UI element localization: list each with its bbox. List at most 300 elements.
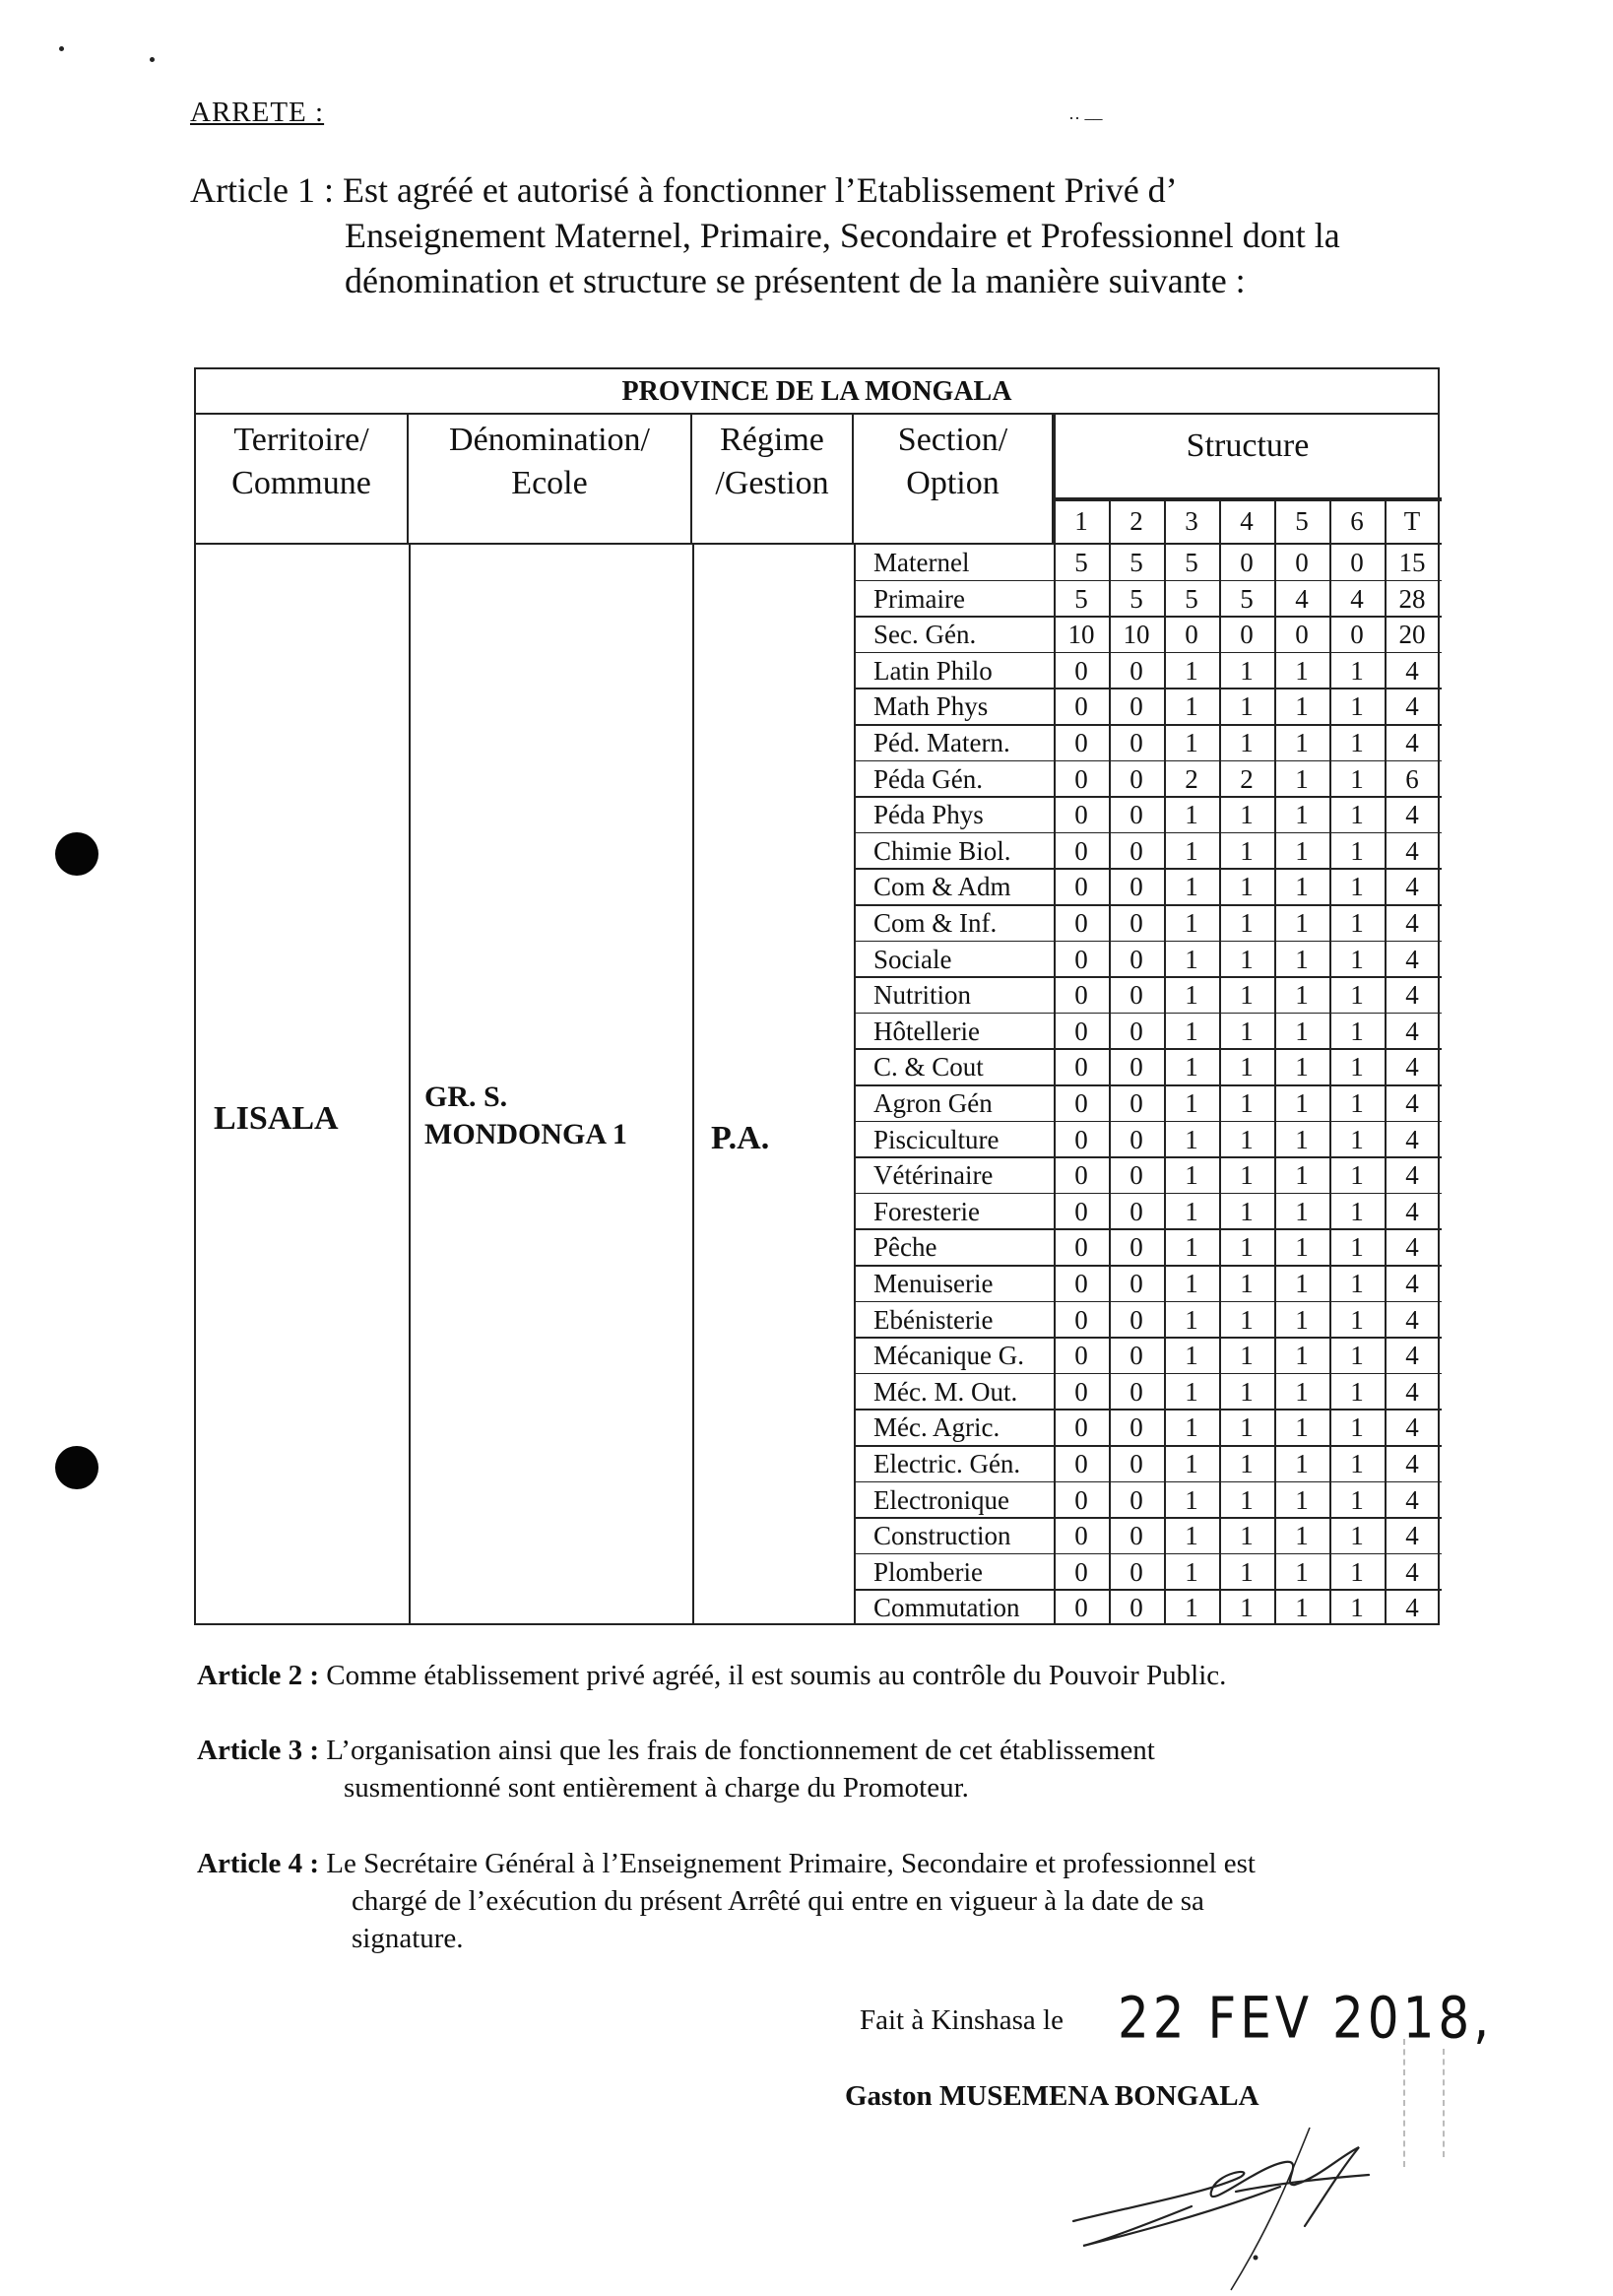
table-row bbox=[196, 833, 1442, 870]
structure-value: 1 bbox=[1350, 1304, 1364, 1335]
structure-value: 15 bbox=[1398, 548, 1426, 577]
structure-value: 4 bbox=[1405, 1593, 1419, 1623]
structure-value: 0 bbox=[1129, 1088, 1143, 1118]
structure-value: 1 bbox=[1240, 908, 1254, 938]
structure-col-header: 1 bbox=[1074, 506, 1088, 536]
row-divider bbox=[854, 868, 1442, 870]
structure-value: 0 bbox=[1129, 1341, 1143, 1371]
structure-value: 1 bbox=[1350, 1412, 1364, 1443]
table-row bbox=[196, 545, 1442, 581]
structure-value: 1 bbox=[1295, 1160, 1309, 1191]
structure-value: 2 bbox=[1185, 763, 1198, 794]
structure-value: 1 bbox=[1185, 655, 1198, 686]
structure-value: 1 bbox=[1240, 980, 1254, 1011]
option-name: Péd. Matern. bbox=[873, 728, 1010, 757]
article-3-line-1: L’organisation ainsi que les frais de fonctionnement de cet établissement bbox=[326, 1735, 1155, 1766]
structure-value: 1 bbox=[1350, 1376, 1364, 1407]
structure-value: 1 bbox=[1295, 1412, 1309, 1443]
structure-value: 1 bbox=[1240, 1484, 1254, 1515]
structure-value: 1 bbox=[1185, 1341, 1198, 1371]
row-divider bbox=[854, 652, 1442, 654]
table-row bbox=[196, 761, 1442, 798]
structure-value: 1 bbox=[1240, 1449, 1254, 1478]
structure-value: 0 bbox=[1129, 1052, 1143, 1082]
territoire-value: LISALA bbox=[214, 1100, 339, 1137]
structure-value: 1 bbox=[1185, 1449, 1198, 1478]
table-row bbox=[196, 1049, 1442, 1085]
structure-value: 0 bbox=[1129, 944, 1143, 974]
option-name: Math Phys bbox=[873, 691, 989, 722]
header-territoire: Territoire/ Commune bbox=[196, 415, 409, 543]
option-name: Nutrition bbox=[873, 980, 971, 1011]
structure-value: 1 bbox=[1240, 1556, 1254, 1587]
structure-value: 0 bbox=[1074, 1196, 1088, 1226]
structure-value: 1 bbox=[1295, 980, 1309, 1011]
structure-value: 1 bbox=[1240, 1052, 1254, 1082]
col-divider bbox=[1054, 415, 1056, 1625]
structure-value: 0 bbox=[1074, 1556, 1088, 1587]
structure-value: 5 bbox=[1129, 583, 1143, 614]
structure-value: 0 bbox=[1129, 1304, 1143, 1335]
structure-value: 0 bbox=[1129, 763, 1143, 794]
structure-value: 1 bbox=[1240, 1160, 1254, 1191]
structure-value: 1 bbox=[1240, 1232, 1254, 1263]
structure-value: 1 bbox=[1295, 1052, 1309, 1082]
row-divider bbox=[854, 1373, 1442, 1375]
structure-value: 1 bbox=[1350, 1556, 1364, 1587]
structure-value: 0 bbox=[1074, 908, 1088, 938]
structure-value: 1 bbox=[1350, 1016, 1364, 1046]
structure-value: 5 bbox=[1074, 583, 1088, 614]
structure-value: 0 bbox=[1074, 1304, 1088, 1335]
option-name: Latin Philo bbox=[873, 655, 993, 686]
structure-value: 4 bbox=[1405, 1484, 1419, 1515]
structure-value: 1 bbox=[1350, 1484, 1364, 1515]
col-divider bbox=[1385, 499, 1387, 1625]
row-divider bbox=[854, 976, 1442, 978]
row-divider bbox=[854, 1048, 1442, 1050]
structure-value: 0 bbox=[1129, 1412, 1143, 1443]
option-name: Agron Gén bbox=[873, 1088, 993, 1118]
structure-value: 4 bbox=[1405, 1556, 1419, 1587]
option-name: Mécanique G. bbox=[873, 1341, 1024, 1371]
header-structure: Structure bbox=[1054, 415, 1442, 499]
structure-value: 1 bbox=[1185, 835, 1198, 866]
option-name: Méc. M. Out. bbox=[873, 1376, 1018, 1407]
row-divider bbox=[854, 1301, 1442, 1303]
table-row bbox=[196, 617, 1442, 653]
article-4-line-3: signature. bbox=[352, 1923, 464, 1954]
row-divider bbox=[854, 1156, 1442, 1158]
option-name: Sociale bbox=[873, 944, 952, 974]
structure-value: 0 bbox=[1240, 548, 1254, 577]
header-denomination: Dénomination/ Ecole bbox=[409, 415, 692, 543]
structure-value: 1 bbox=[1295, 1304, 1309, 1335]
row-divider bbox=[854, 1228, 1442, 1230]
signatory-name: Gaston MUSEMENA BONGALA bbox=[845, 2080, 1259, 2112]
structure-value: 4 bbox=[1405, 1232, 1419, 1263]
structure-value: 1 bbox=[1185, 908, 1198, 938]
structure-value: 0 bbox=[1074, 1412, 1088, 1443]
row-divider bbox=[854, 1409, 1442, 1410]
option-name: Electronique bbox=[873, 1484, 1009, 1515]
article-3 bbox=[197, 1732, 1448, 1806]
structure-value: 4 bbox=[1405, 1016, 1419, 1046]
row-divider bbox=[854, 832, 1442, 834]
structure-value: 1 bbox=[1240, 655, 1254, 686]
structure-value: 5 bbox=[1185, 548, 1198, 577]
structure-value: 1 bbox=[1295, 1016, 1309, 1046]
structure-value: 1 bbox=[1185, 1016, 1198, 1046]
table-row bbox=[196, 869, 1442, 905]
row-divider bbox=[854, 688, 1442, 689]
structure-value: 4 bbox=[1405, 800, 1419, 830]
structure-value: 1 bbox=[1350, 835, 1364, 866]
article-4-line-1: Le Secrétaire Général à l’Enseignement Primaire, Secondaire et professionnel est bbox=[326, 1848, 1256, 1879]
punch-hole-bottom bbox=[55, 1446, 98, 1489]
denomination-value: GR. S. MONDONGA 1 bbox=[424, 1081, 627, 1150]
article-4-label: Article 4 : bbox=[197, 1848, 319, 1879]
header-regime: Régime /Gestion bbox=[692, 415, 854, 543]
structure-col-header: 6 bbox=[1350, 506, 1364, 536]
option-name: Primaire bbox=[873, 583, 965, 614]
structure-value: 0 bbox=[1129, 1593, 1143, 1623]
structure-value: 0 bbox=[1129, 1269, 1143, 1298]
row-divider bbox=[854, 941, 1442, 943]
structure-col-header: 4 bbox=[1240, 506, 1254, 536]
col-divider bbox=[1164, 499, 1166, 1625]
option-name: Péda Gén. bbox=[873, 763, 983, 794]
option-name: Commutation bbox=[873, 1593, 1020, 1623]
structure-value: 1 bbox=[1240, 691, 1254, 722]
structure-value: 1 bbox=[1350, 1269, 1364, 1298]
structure-value: 1 bbox=[1350, 728, 1364, 757]
structure-value: 1 bbox=[1185, 1412, 1198, 1443]
structure-value: 1 bbox=[1350, 1052, 1364, 1082]
structure-value: 4 bbox=[1405, 1052, 1419, 1082]
article-2-text: Comme établissement privé agréé, il est soumis au contrôle du Pouvoir Public. bbox=[326, 1660, 1227, 1691]
structure-value: 0 bbox=[1129, 655, 1143, 686]
structure-value: 1 bbox=[1240, 800, 1254, 830]
structure-value: 1 bbox=[1185, 980, 1198, 1011]
structure-value: 0 bbox=[1074, 1269, 1088, 1298]
structure-value: 1 bbox=[1240, 1341, 1254, 1371]
row-divider bbox=[854, 616, 1442, 618]
structure-value: 5 bbox=[1074, 548, 1088, 577]
row-divider bbox=[854, 796, 1442, 798]
option-name: Sec. Gén. bbox=[873, 620, 977, 650]
decree-heading: ARRETE : bbox=[190, 97, 325, 128]
structure-value: 28 bbox=[1398, 583, 1426, 614]
article-2-label: Article 2 : bbox=[197, 1660, 319, 1691]
structure-value: 0 bbox=[1129, 1556, 1143, 1587]
table-row bbox=[196, 977, 1442, 1014]
structure-value: 4 bbox=[1405, 980, 1419, 1011]
table-row bbox=[196, 1554, 1442, 1591]
structure-value: 0 bbox=[1074, 800, 1088, 830]
structure-value: 1 bbox=[1240, 1016, 1254, 1046]
row-divider bbox=[854, 904, 1442, 906]
structure-value: 1 bbox=[1350, 1593, 1364, 1623]
structure-value: 4 bbox=[1405, 1088, 1419, 1118]
table-row bbox=[196, 1446, 1442, 1482]
table-row bbox=[196, 1157, 1442, 1194]
scan-speck bbox=[59, 46, 64, 51]
row-divider bbox=[854, 580, 1442, 582]
structure-value: 0 bbox=[1350, 620, 1364, 650]
structure-value: 0 bbox=[1074, 1016, 1088, 1046]
row-divider bbox=[854, 1193, 1442, 1195]
structure-value: 1 bbox=[1240, 1412, 1254, 1443]
structure-value: 4 bbox=[1405, 1269, 1419, 1298]
structure-value: 20 bbox=[1398, 620, 1426, 650]
structure-value: 1 bbox=[1295, 1341, 1309, 1371]
article-3-label: Article 3 : bbox=[197, 1735, 319, 1766]
structure-value: 0 bbox=[1074, 763, 1088, 794]
structure-value: 1 bbox=[1240, 944, 1254, 974]
structure-value: 6 bbox=[1405, 763, 1419, 794]
option-name: Foresterie bbox=[873, 1196, 980, 1226]
structure-value: 1 bbox=[1295, 1521, 1309, 1551]
structure-value: 0 bbox=[1129, 1232, 1143, 1263]
stamp-date: 22 FEV 2018, bbox=[1118, 1985, 1494, 2052]
row-divider bbox=[854, 1445, 1442, 1447]
structure-value: 1 bbox=[1350, 691, 1364, 722]
table-row bbox=[196, 1518, 1442, 1554]
structure-value: 0 bbox=[1295, 548, 1309, 577]
structure-value: 0 bbox=[1074, 728, 1088, 757]
table-row bbox=[196, 1229, 1442, 1266]
row-divider bbox=[854, 1337, 1442, 1339]
structure-value: 1 bbox=[1350, 908, 1364, 938]
structure-value: 1 bbox=[1295, 1556, 1309, 1587]
structure-value: 4 bbox=[1405, 1449, 1419, 1478]
structure-table bbox=[194, 367, 1440, 1625]
structure-value: 4 bbox=[1405, 1196, 1419, 1226]
structure-value: 0 bbox=[1129, 1484, 1143, 1515]
structure-value: 0 bbox=[1074, 980, 1088, 1011]
article-3-line-2: susmentionné sont entièrement à charge du Promoteur. bbox=[344, 1772, 969, 1804]
structure-value: 1 bbox=[1350, 1196, 1364, 1226]
option-name: Maternel bbox=[873, 548, 970, 577]
structure-col-header: 5 bbox=[1295, 506, 1309, 536]
structure-value: 1 bbox=[1295, 835, 1309, 866]
option-name: Pêche bbox=[873, 1232, 937, 1263]
table-row bbox=[196, 1122, 1442, 1158]
row-divider bbox=[854, 1013, 1442, 1015]
col-divider bbox=[1329, 499, 1331, 1625]
article-1-label: Article 1 : bbox=[190, 170, 334, 210]
table-row bbox=[196, 653, 1442, 689]
structure-value: 1 bbox=[1240, 1196, 1254, 1226]
structure-value: 1 bbox=[1295, 1269, 1309, 1298]
structure-value: 1 bbox=[1350, 1232, 1364, 1263]
structure-value: 0 bbox=[1350, 548, 1364, 577]
structure-value: 0 bbox=[1074, 1593, 1088, 1623]
row-divider bbox=[854, 1517, 1442, 1519]
option-name: Chimie Biol. bbox=[873, 835, 1011, 866]
handwritten-signature bbox=[1044, 2088, 1457, 2295]
row-divider bbox=[854, 724, 1442, 726]
structure-value: 4 bbox=[1405, 1124, 1419, 1154]
row-divider bbox=[854, 1553, 1442, 1555]
option-name: Electric. Gén. bbox=[873, 1449, 1021, 1478]
province-header: PROVINCE DE LA MONGALA bbox=[196, 369, 1438, 415]
structure-value: 1 bbox=[1295, 763, 1309, 794]
structure-value: 0 bbox=[1129, 1196, 1143, 1226]
structure-value: 1 bbox=[1350, 1088, 1364, 1118]
structure-value: 1 bbox=[1185, 728, 1198, 757]
table-row bbox=[196, 725, 1442, 761]
table-row bbox=[196, 1482, 1442, 1519]
option-name: Vétérinaire bbox=[873, 1160, 994, 1191]
structure-value: 1 bbox=[1185, 1052, 1198, 1082]
structure-value: 0 bbox=[1074, 691, 1088, 722]
structure-value: 1 bbox=[1350, 763, 1364, 794]
col-divider bbox=[1219, 499, 1221, 1625]
article-4-line-2: chargé de l’exécution du présent Arrêté qui entre en vigueur à la date de sa bbox=[352, 1885, 1204, 1917]
structure-value: 4 bbox=[1405, 944, 1419, 974]
structure-value: 1 bbox=[1350, 1160, 1364, 1191]
structure-value: 10 bbox=[1123, 620, 1150, 650]
structure-value: 5 bbox=[1129, 548, 1143, 577]
structure-value: 1 bbox=[1295, 872, 1309, 902]
structure-value: 1 bbox=[1185, 1521, 1198, 1551]
structure-value: 1 bbox=[1185, 1484, 1198, 1515]
structure-value: 0 bbox=[1129, 980, 1143, 1011]
structure-value: 1 bbox=[1295, 1196, 1309, 1226]
structure-value: 0 bbox=[1129, 1016, 1143, 1046]
structure-value: 1 bbox=[1185, 1269, 1198, 1298]
structure-subheader-divider bbox=[1054, 499, 1442, 501]
table-row bbox=[196, 1590, 1442, 1626]
signature-place: Fait à Kinshasa le bbox=[860, 2004, 1064, 2036]
col-divider bbox=[1109, 499, 1111, 1625]
structure-value: 4 bbox=[1405, 835, 1419, 866]
article-4 bbox=[197, 1845, 1448, 1957]
structure-value: 4 bbox=[1405, 1160, 1419, 1191]
structure-value: 0 bbox=[1074, 1521, 1088, 1551]
structure-value: 1 bbox=[1350, 1341, 1364, 1371]
scan-mark: ·· –– bbox=[1068, 108, 1103, 128]
table-row bbox=[196, 1338, 1442, 1374]
structure-value: 0 bbox=[1074, 1484, 1088, 1515]
structure-value: 4 bbox=[1405, 1304, 1419, 1335]
option-name: Construction bbox=[873, 1521, 1011, 1551]
structure-value: 0 bbox=[1129, 1449, 1143, 1478]
option-name: Com & Adm bbox=[873, 872, 1011, 902]
structure-value: 1 bbox=[1240, 1269, 1254, 1298]
structure-value: 1 bbox=[1295, 1232, 1309, 1263]
structure-value: 4 bbox=[1405, 908, 1419, 938]
structure-value: 1 bbox=[1295, 655, 1309, 686]
structure-value: 1 bbox=[1295, 944, 1309, 974]
structure-value: 1 bbox=[1350, 800, 1364, 830]
structure-value: 0 bbox=[1074, 1232, 1088, 1263]
row-divider bbox=[854, 1589, 1442, 1591]
structure-value: 1 bbox=[1295, 1449, 1309, 1478]
structure-col-header: T bbox=[1403, 506, 1421, 536]
structure-value: 1 bbox=[1185, 872, 1198, 902]
structure-value: 0 bbox=[1074, 835, 1088, 866]
structure-value: 4 bbox=[1295, 583, 1309, 614]
option-name: Péda Phys bbox=[873, 800, 984, 830]
structure-value: 1 bbox=[1185, 944, 1198, 974]
structure-value: 1 bbox=[1295, 1593, 1309, 1623]
structure-value: 4 bbox=[1405, 1341, 1419, 1371]
structure-value: 10 bbox=[1067, 620, 1095, 650]
option-name: C. & Cout bbox=[873, 1052, 984, 1082]
structure-value: 0 bbox=[1074, 1341, 1088, 1371]
structure-value: 1 bbox=[1295, 1376, 1309, 1407]
structure-value: 1 bbox=[1240, 872, 1254, 902]
table-row bbox=[196, 581, 1442, 618]
structure-value: 0 bbox=[1129, 691, 1143, 722]
structure-value: 1 bbox=[1295, 800, 1309, 830]
table-row bbox=[196, 1374, 1442, 1410]
table-row bbox=[196, 1266, 1442, 1302]
structure-value: 0 bbox=[1129, 1376, 1143, 1407]
structure-value: 0 bbox=[1129, 1521, 1143, 1551]
row-divider bbox=[854, 1121, 1442, 1123]
structure-value: 1 bbox=[1350, 1521, 1364, 1551]
structure-value: 1 bbox=[1185, 1304, 1198, 1335]
table-row bbox=[196, 1014, 1442, 1050]
structure-value: 0 bbox=[1129, 835, 1143, 866]
structure-value: 0 bbox=[1185, 620, 1198, 650]
structure-value: 2 bbox=[1240, 763, 1254, 794]
structure-value: 1 bbox=[1240, 1088, 1254, 1118]
structure-value: 0 bbox=[1074, 1052, 1088, 1082]
structure-value: 1 bbox=[1350, 1124, 1364, 1154]
structure-value: 4 bbox=[1350, 583, 1364, 614]
structure-value: 1 bbox=[1295, 728, 1309, 757]
option-name: Hôtellerie bbox=[873, 1016, 980, 1046]
header-section: Section/ Option bbox=[854, 415, 1054, 543]
option-name: Méc. Agric. bbox=[873, 1412, 1000, 1443]
row-divider bbox=[854, 1265, 1442, 1267]
structure-col-header: 2 bbox=[1129, 506, 1143, 536]
article-1-line-1: Est agréé et autorisé à fonctionner l’Etablissement Privé d’ bbox=[342, 170, 1178, 210]
structure-value: 1 bbox=[1295, 1484, 1309, 1515]
structure-value: 4 bbox=[1405, 1412, 1419, 1443]
structure-value: 4 bbox=[1405, 872, 1419, 902]
structure-value: 1 bbox=[1240, 1304, 1254, 1335]
structure-value: 0 bbox=[1074, 872, 1088, 902]
structure-value: 0 bbox=[1295, 620, 1309, 650]
table-row bbox=[196, 1410, 1442, 1446]
structure-value: 0 bbox=[1074, 1449, 1088, 1478]
table-row bbox=[196, 1302, 1442, 1339]
punch-hole-top bbox=[55, 832, 98, 876]
table-row bbox=[196, 1194, 1442, 1230]
structure-value: 1 bbox=[1295, 691, 1309, 722]
structure-value: 1 bbox=[1185, 1376, 1198, 1407]
structure-value: 1 bbox=[1185, 1556, 1198, 1587]
structure-value: 1 bbox=[1185, 1160, 1198, 1191]
structure-value: 5 bbox=[1185, 583, 1198, 614]
structure-value: 1 bbox=[1240, 1521, 1254, 1551]
structure-value: 1 bbox=[1350, 655, 1364, 686]
article-1-line-2: Enseignement Maternel, Primaire, Secondaire et Professionnel dont la bbox=[345, 216, 1340, 255]
option-name: Com & Inf. bbox=[873, 908, 998, 938]
structure-value: 1 bbox=[1240, 1376, 1254, 1407]
structure-value: 0 bbox=[1129, 1160, 1143, 1191]
structure-value: 4 bbox=[1405, 1376, 1419, 1407]
structure-value: 1 bbox=[1240, 1124, 1254, 1154]
structure-value: 1 bbox=[1185, 1232, 1198, 1263]
table-row bbox=[196, 1085, 1442, 1122]
